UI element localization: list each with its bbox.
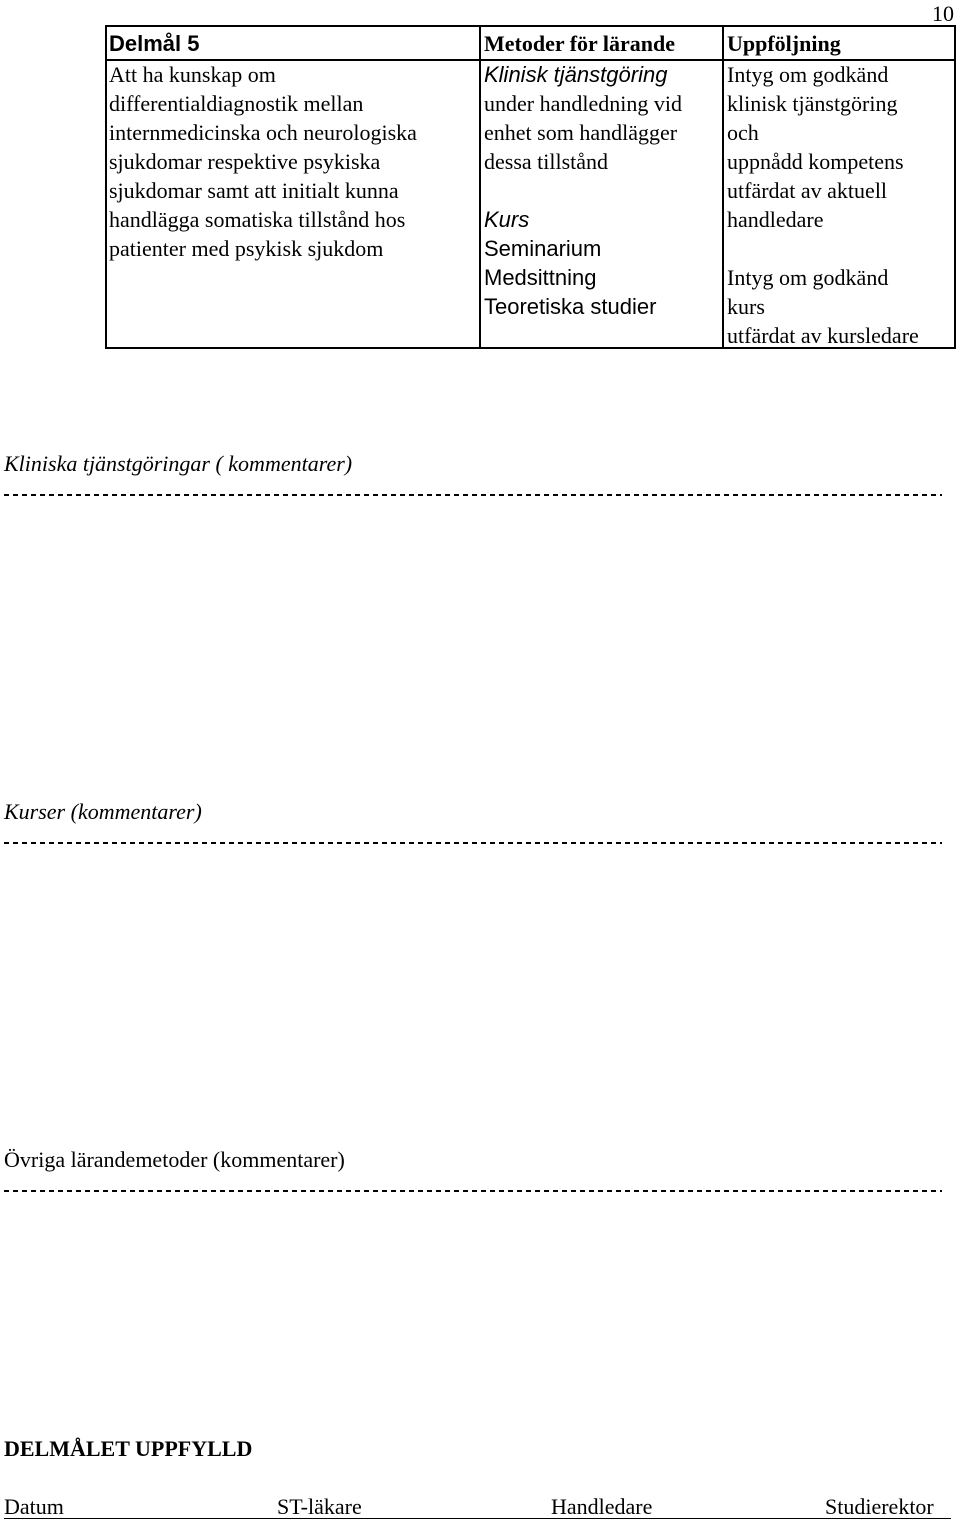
goal-line: sjukdomar samt att initialt kunna — [109, 178, 399, 203]
followup-cell — [727, 60, 919, 350]
table-column-divider — [479, 27, 481, 347]
method-clinical-title: Klinisk tjänstgöring — [484, 62, 668, 87]
other-comments-heading: Övriga lärandemetoder (kommentarer) — [4, 1147, 345, 1172]
method-line: Medsittning — [484, 265, 597, 290]
method-line: Teoretiska studier — [484, 294, 657, 319]
method-line: under handledning vid — [484, 91, 682, 116]
goal-line: Att ha kunskap om — [109, 62, 276, 87]
goal-line: differentialdiagnostik mellan — [109, 91, 364, 116]
clinical-comments-heading: Kliniska tjänstgöringar ( kommentarer) — [4, 451, 353, 476]
table-column-divider — [722, 27, 724, 347]
method-course-title: Kurs — [484, 207, 530, 232]
methods-cell — [484, 60, 682, 321]
header-goal: Delmål 5 — [109, 31, 200, 56]
page-number: 10 — [932, 1, 954, 26]
followup-line: uppnådd kompetens — [727, 149, 904, 174]
signature-director: Studierektor — [825, 1494, 934, 1519]
goal-line: internmedicinska och neurologiska — [109, 120, 417, 145]
followup-line: Intyg om godkänd — [727, 265, 889, 290]
goal-description — [109, 60, 417, 263]
course-comments-line[interactable] — [4, 842, 942, 844]
course-comments-heading: Kurser (kommentarer) — [4, 799, 202, 824]
followup-line: utfärdat av aktuell — [727, 178, 888, 203]
signature-date: Datum — [4, 1494, 64, 1519]
followup-line: Intyg om godkänd — [727, 62, 889, 87]
method-line: Seminarium — [484, 236, 602, 261]
followup-line: och — [727, 120, 759, 145]
header-methods: Metoder för lärande — [484, 31, 676, 56]
followup-line: kurs — [727, 294, 765, 319]
followup-line: handledare — [727, 207, 824, 232]
signature-line — [4, 1518, 951, 1519]
clinical-comments-line[interactable] — [4, 494, 942, 496]
other-comments-line[interactable] — [4, 1190, 942, 1192]
method-line: enhet som handlägger — [484, 120, 678, 145]
goal-line: sjukdomar respektive psykiska — [109, 149, 381, 174]
goal-fulfilled-heading: DELMÅLET UPPFYLLD — [4, 1436, 253, 1461]
goal-line: patienter med psykisk sjukdom — [109, 236, 384, 261]
followup-line: klinisk tjänstgöring — [727, 91, 898, 116]
method-line: dessa tillstånd — [484, 149, 609, 174]
followup-line: utfärdat av kursledare — [727, 323, 919, 348]
signature-resident: ST-läkare — [277, 1494, 362, 1519]
goal-table — [105, 25, 956, 349]
header-followup: Uppföljning — [727, 31, 841, 56]
goal-line: handlägga somatiska tillstånd hos — [109, 207, 406, 232]
signature-supervisor: Handledare — [551, 1494, 653, 1519]
